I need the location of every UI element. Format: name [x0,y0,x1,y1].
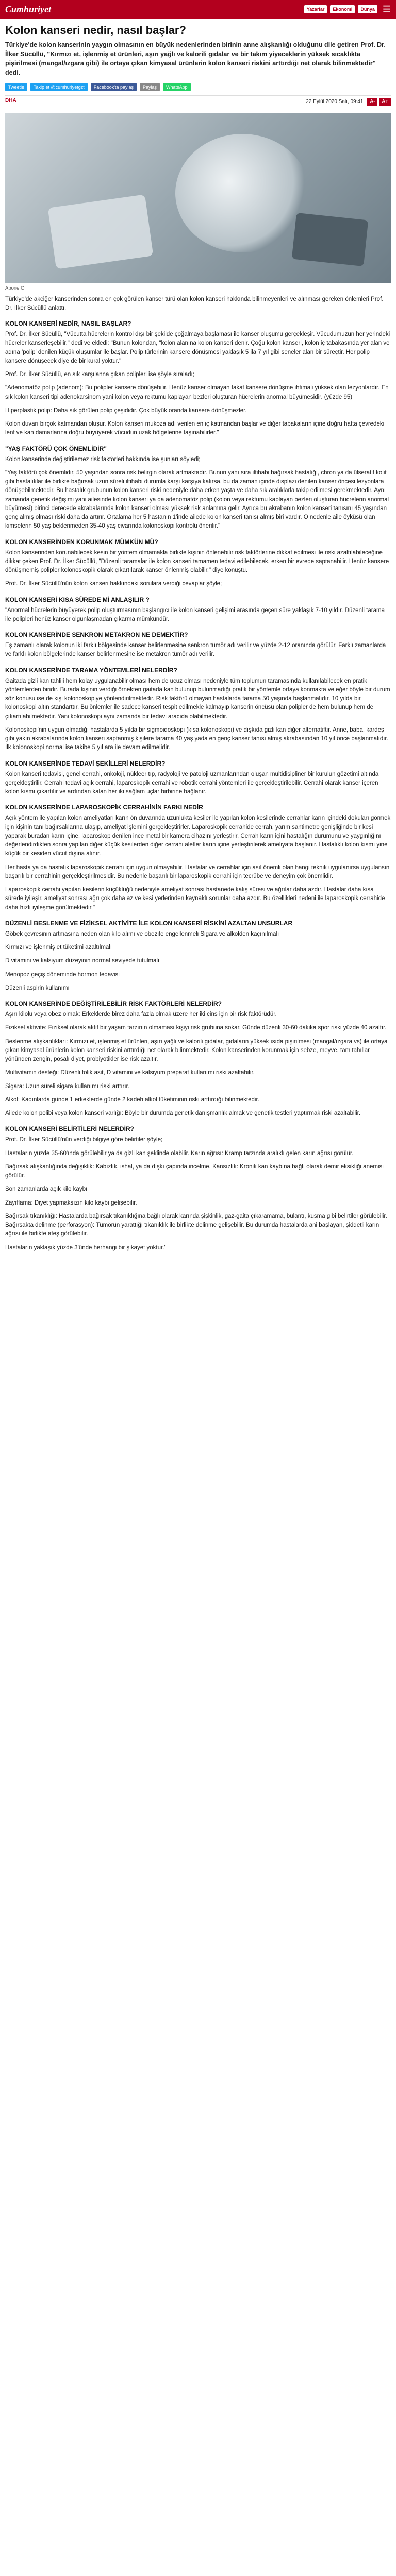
nav-link-yazarlar[interactable]: Yazarlar [304,5,327,13]
lab-equipment [292,212,369,266]
nav-link-dunya[interactable]: Dünya [358,5,377,13]
paragraph: Düzenli aspirin kullanımı [5,985,70,991]
paragraph: Aşırı kilolu veya obez olmak: Erkeklerde birez daha fazla olmak üzere her iki cins için bir risk faktörüdür. [5,1011,277,1018]
section-heading: KOLON KANSERİNDE DEĞİŞTİRİLEBİLİR RİSK FAKTÖRLERİ NELERDİR? [5,1000,222,1007]
section-heading: KOLON KANSERİ BELİRTİLERİ NELERDİR? [5,1125,135,1133]
page [0,0,396,1252]
paragraph: Kırmızı ve işlenmiş et tüketimi azaltılmalı [5,944,112,951]
paragraph: Bağırsak alışkanlığında değişiklik: Kabızlık, ishal, ya da dışkı çapında incelme. Kansızlık: Kronik kan kaybına bağlı olarak demir eksikliği anemisi görülür. [5,1163,384,1179]
paragraph: Kolonoskopi'nin uygun olmadığı hastalarda 5 yılda bir sigmoidoskopi (kısa kolonoskopi) ve dışkıda gizli kan diğer alternatiftir. Anne, baba, kardeş gibi yakın akrabalarında kolon kanseri saptanmış kişilere tarama 40 yaş yada en genç kanser tanısı almış akrabasından 10 yıl önce başlanmalıdır. İlk kolonoskopi normal ise takibe 5 yıl ara ile devam edilmelidir. [5,726,388,751]
section-heading: KOLON KANSERİ NEDİR, NASIL BAŞLAR? [5,320,131,327]
paragraph: Bağırsak tıkanıklığı: Hastalarda bağırsak tıkanıklığına bağlı olarak karında şişkinlik, gaz-gaita çıkaramama, bulantı, kusma gibi belirtiler görülebilir. Bağırsakta delinme (perforasyon): Tümörün yarattığı tıkanıklık ile birlikte delinme gelişebilir. Bu durumda hastalarda ani başlayan, şiddetli karın ağrısı ile birlikte ateş görülebilir. [5,1213,387,1238]
article-title: Kolon kanseri nedir, nasıl başlar? [5,24,186,37]
article-body [5,295,391,1252]
paragraph: Beslenme alışkanlıkları: Kırmızı et, işlenmiş et ürünleri, aşırı yağlı ve kalorili gıdalar, gıdaların yüksek ısıda pişirilmesi (mangal/ızgara vs) ile ortaya çıkan kimyasal ürünlerin kolon kanseri riskini arttırdığı net olarak bilinmektedir. Kolon kanserinden korunmak için sebze, meyve, tam tahıllar yönünden zengin, posalı diyet, probiyotikler ise risk azaltır. [5,1038,388,1062]
section-heading: DÜZENLİ BESLENME VE FİZİKSEL AKTİVİTE İLE KOLON KANSERİ RİSKİNİ AZALTAN UNSURLAR [5,919,293,927]
paragraph: Hastaların yüzde 35-60'ında görülebilir ya da gizli kan şeklinde olabilir. Karın ağrısı: Kramp tarzında aralıklı gelen karın ağrısı görülür. [5,1150,354,1157]
article-source: DHA [5,97,16,104]
paragraph: Ailede kolon polibi veya kolon kanseri varlığı: Böyle bir durumda genetik danışmanlık almak ve genetik testleri yaptırmak riski azaltabilir. [5,1110,361,1116]
paragraph: "Adenomatöz polip (adenom): Bu polipler kansere dönüşebilir. Henüz kanser olmayan fakat kansere dönüşme ihtimali yüksek olan lezyonlardır. En sık kolon kanseri tipi adenokarsinom yani kolon veya rektumu kaplayan bezleri oluşturan hücrelerin anormal büyümesidir. (yüzde 95) [5,385,389,400]
paragraph: Kolon duvarı birçok katmandan oluşur. Kolon kanseri mukoza adı verilen en iç katmandan başlar ve diğer tabakaların içine doğru hatta çevredeki lenf ve kan damarlarına doğru büyüyerek vücudun uzak bölgelerine taşınabilirler." [5,421,385,436]
paragraph: "Anormal hücrelerin büyüyerek polip oluşturmasının başlangıcı ile kolon kanseri gelişimi arasında geçen süre yaklaşık 7-10 yıldır. Düzenli tarama ile polipleri henüz kanser olgunlaşmadan çıkarma mümkündür. [5,607,385,622]
paragraph: Gaitada gizli kan tahlili hem kolay uygulanabilir olması hem de ucuz olması nedeniyle tüm toplumun taramasında kullanılabilecek en pratik yöntemlerden biridir. Burada kişinin verdiği örnekten gaitada kan bulunup bulunmadığı pratik bir yöntemle ortaya konmakta ve eğer böyle bir durum söz konusu ise de kişi kolonoskopiye yönlendirilmektedir. Risk faktörü olmayan hastalarda tarama 50 yaşında başlanmalıdır. 10 yılda bir kolonoskopi altın standarttır. Bu önlemler ile sadece kanseri tespit edilmekle kalmayıp kanserin öncüsü olan polipler de hem bulunup hem de çıkartılabilmektedir. Yani kolonoskopi aynı zamanda bir tedavi aracıda olabilmektedir. [5,677,390,720]
paragraph: Hiperplastik polip: Daha sık görülen polip çeşididir. Çok büyük oranda kansere dönüşmezler. [5,407,247,414]
subscribe-link[interactable]: Abone Ol [5,285,26,291]
hamburger-icon[interactable]: ☰ [382,4,391,14]
paragraph: Kolon kanseri tedavisi, genel cerrahi, onkoloji, nükleer tıp, radyoloji ve patoloji uzmanlarından oluşan multidisipliner bir kurulun gözetimi altında gerçekleştirilir. Cerrahi tedavi açık cerrahi, laparoskopik cerrahi ve robotik cerrahi yöntemleri ile gerçekleştirilebilir. Cerrahi olarak kanser içeren kolon kısmı çıkartılır ve ardından kalan her iki sağlam uçlar birbirine bağlanır. [5,771,379,795]
paragraph: Alkol: Kadınlarda günde 1 erkeklerde günde 2 kadeh alkol tüketiminin riski arttırdığı bilinmektedir. [5,1096,259,1103]
paragraph: Prof. Dr. İlker Sücüllü, en sık karşılanna çıkan polipleri ise şöyle sıraladı; [5,371,194,378]
section-heading: KOLON KANSERİ KISA SÜREDE Mİ ANLAŞILIR ? [5,596,150,603]
paragraph: Son zamanlarda açık kilo kaybı [5,1186,88,1193]
paragraph: Göbek çevresinin artmasına neden olan kilo alımı ve obezite engellenmeli Sigara ve alkolden kaçınılmalı [5,930,279,937]
section-heading: KOLON KANSERİNDE TARAMA YÖNTEMLERİ NELERDİR? [5,666,177,674]
lab-sample [48,194,154,269]
paragraph: Multivitamin desteği: Düzenli folik asit, D vitamini ve kalsiyum preparat kullanımı riski azaltabilir. [5,1070,255,1076]
paragraph: Her hasta ya da hastalık laparoskopik cerrahi için uygun olmayabilir. Hastalar ve cerrahlar için asıl önemli olan hangi teknik uygulanırsa uygulansın başarılı bir cerrahinin gerçekleştirilmesidir. Bu nedenle başarılı bir laparoskopik cerrahi için tecrübe ve deneyim çok önemlidir. [5,864,390,879]
paragraph: Prof. Dr. İlker Sücüllü'nün verdiği bilgiye göre belirtiler şöyle; [5,1137,163,1143]
paragraph: Sigara: Uzun süreli sigara kullanımı riski arttırır. [5,1083,129,1090]
paragraph: Açık yöntem ile yapılan kolon ameliyatları karın ön duvarında uzunlukta kesiler ile yapılan kolon kesilerinde cerrahlar karın içindeki dokuları görmek için kişinin tanı bağırsaklarına ulaşıp, ameliyat işlemini gerçekleştirirler. Laparoskopik cerrahide cerrah, yarım santimetre genişliğinde bir kesi yaparak buradan karın içine, laparoskop denilen ince metal bir kamera cihazını yerleştirir. Cerrah karın içini hastalığın durumunu ve yaygınlığını değerlendirdikten sonra yapılan diğer küçük kesilerden diğer cerrahi aletler karın içine yerleştirilerek ameliyata başlanır. Hastalıklı kolon kısmı yine küçük bir kesiden vücut dışına alınır. [5,815,391,857]
share-button[interactable]: Paylaş [140,83,160,91]
section-heading: KOLON KANSERİNDE SENKRON METAKRON NE DEMEKTİR? [5,631,188,638]
nav-links [304,5,377,13]
share-bar [5,83,391,91]
font-decrease-button[interactable]: A- [367,98,377,106]
paragraph: Menopoz geçiş döneminde hormon tedavisi [5,971,120,978]
nav-link-ekonomi[interactable]: Ekonomi [330,5,355,13]
paragraph: Kolon kanserinde değiştirilemez risk faktörleri hakkında ise şunları söyledi; [5,456,201,463]
article-date: 22 Eylül 2020 Salı, 09:41 [306,98,364,105]
section-heading: KOLON KANSERİNDE LAPAROSKOPİK CERRAHİNİN FARKI NEDİR [5,804,203,811]
section-heading: KOLON KANSERİNDE TEDAVİ ŞEKİLLERİ NELERDİR? [5,759,166,767]
section-heading: "YAŞ FAKTÖRÜ ÇOK ÖNEMLİDİR" [5,445,107,452]
paragraph: Prof. Dr. İlker Sücüllü, "Vücutta hücrelerin kontrol dışı bir şekilde çoğalmaya başlaması ile kanser oluşumu gerçekleşir. Vücudumuzun her yerindeki hücreler kanserleşebilir." dedi ve ekledi: "Bunun kolondan, "kolon alanına kolon kanseri denir. Çoğu kolon kanseri, kolon iç tabakasında yer alan ve adına 'polip' denilen küçük oluşumlar ile başlar. Polip türlerinin kansere dönüşmesi yaklaşık 5 ila 7 yıl gibi seneler alan bir süreçtir. Her polip kansere dönüşecek diye de bir kural yoktur." [5,331,390,364]
paragraph: D vitamini ve kalsiyum düzeyinin normal seviyede tutulmalı [5,958,160,964]
font-increase-button[interactable]: A+ [379,98,391,106]
paragraph: "Yaş faktörü çok önemlidir, 50 yaşından sonra risk belirgin olarak artmaktadır. Bunun yanı sıra iltihabi bağırsak hastalığı, chron ya da ülseratif kolit gibi hastalıklar ile birlikte bağırsak uzun süreli iltihabi durumla karşı karşıya kalırsa, bu da zaman içinde displazi denilen kanser öncesi lezyonlara dönüşebilmektedir. Bu hastalık grubunun kolon kanseri riski nedeniyle daha erken yaşta ve daha sık aralıklarla takip edilmesi gerekmektedir. Aynı zamanda genetik değişimi yani ailesinde kolon kanseri ya da adenomatöz polip (kolon veya rektumu kaplayan bezleri oluşturan hücrelerin anormal büyümesi) birinci derecede akrabalarında kolon kanseri olması yüksek risk anlamına gelir. Ayrıca bu akrabanın kolon kanseri tanısını 45 yaşından genç almış olması riski daha da artırır. Ortalama her 5 hastanın 1'inde ailede kolon kanseri tanısı almış biri vardır. O nedenle aile öyküsü olan kimselerin 50 yaş beklenmeden 35-40 yaş civarında kolonoskopi kontrolü önerilir." [5,469,389,530]
article [0,24,396,1252]
facebook-share-button[interactable]: Facebook'ta paylaş [91,83,137,91]
article-hero-image [5,113,391,283]
paragraph: Türkiye'de akciğer kanserinden sonra en çok görülen kanser türü olan kolon kanseri hakkında bilinmeyenleri ve alınması gereken önlemleri Prof. Dr. İlker Sücüllü anlattı. [5,296,384,311]
section-heading: KOLON KANSERİNDEN KORUNMAK MÜMKÜN MÜ? [5,538,158,546]
paragraph: Kolon kanserinden korunabilecek kesin bir yöntem olmamakla birlikte kişinin önlenebilir risk faktörlerine dikkat edilmesi ile riski azaltılabileceğine dikkat çeken Prof. Dr. İlker Sücüllü, "Düzenli taramalar ile kolon kanseri tamamen tedavi edilebilecek, erken bir evrede saptanabilir. Henüz kansere dönüşmemiş polipler kolonoskopik olarak çıkartılarak kanser önlenmiş olabilir." diye konuştu. [5,549,389,573]
paragraph: Fiziksel aktivite: Fiziksel olarak aktif bir yaşam tarzının olmaması kişiyi risk grubuna sokar. Günde düzenli 30-60 dakika spor riski yüzde 40 azaltır. [5,1025,387,1031]
follow-twitter-button[interactable]: Takip et @cumhuriyetgzt [30,83,88,91]
article-meta [5,95,391,108]
whatsapp-share-button[interactable]: WhatsApp [163,83,191,91]
microscope-light [175,134,309,252]
paragraph: Hastaların yaklaşık yüzde 3'ünde herhangi bir şikayet yoktur." [5,1244,167,1251]
paragraph: Laparoskopik cerrahi yapılan kesilerin küçüklüğü nedeniyle ameliyat sonrası hastanede kalış süresi ve ağrılar daha azdır. Hastalar daha kısa sürede iyileşir, ameliyat sonrası ağrı çok daha az ve kesi yerlerinden kaynaklı sorunlar daha azdır. Bu özellikleri nedeni ile laparoskopik cerrahide daha hızlı iyileşme görülmektedir." [5,887,385,911]
top-navbar [0,0,396,19]
font-size-controls [367,98,391,106]
paragraph: Eş zamanlı olarak kolonun iki farklı bölgesinde kanser belirlenmesine senkron tümör adı verilir ve yüzde 2-12 oranında görülür. Farklı zamanlarda ve farklı kolon bölgelerinde kanser belirlenmesine ise metakron tümör adı verilir. [5,642,386,658]
tweet-button[interactable]: Tweetle [5,83,27,91]
paragraph: Prof. Dr. İlker Sücüllü'nün kolon kanseri hakkındaki sorulara verdiği cevaplar şöyle; [5,581,222,587]
site-logo[interactable]: Cumhuriyet [5,4,52,14]
article-lead: Türkiye'de kolon kanserinin yaygın olmasının en büyük nedenlerinden birinin anne alışkanlığı olduğunu dile getiren Prof. Dr. İlker Sücüllü, "Kırmızı et, işlenmiş et ürünleri, aşırı yağlı ve kalorili gıdalar ve bir takım yiyeceklerin yüksek sıcaklıkta pişirilmesi (mangal/ızgara gibi) ile ortaya çıkan kimyasal ürünlerin kolon kanseri riskini arttırdığı net olarak bilinmektedir" dedi. [5,41,386,77]
paragraph: Zayıflama: Diyet yapmaksızın kilo kaybı gelişebilir. [5,1199,137,1206]
